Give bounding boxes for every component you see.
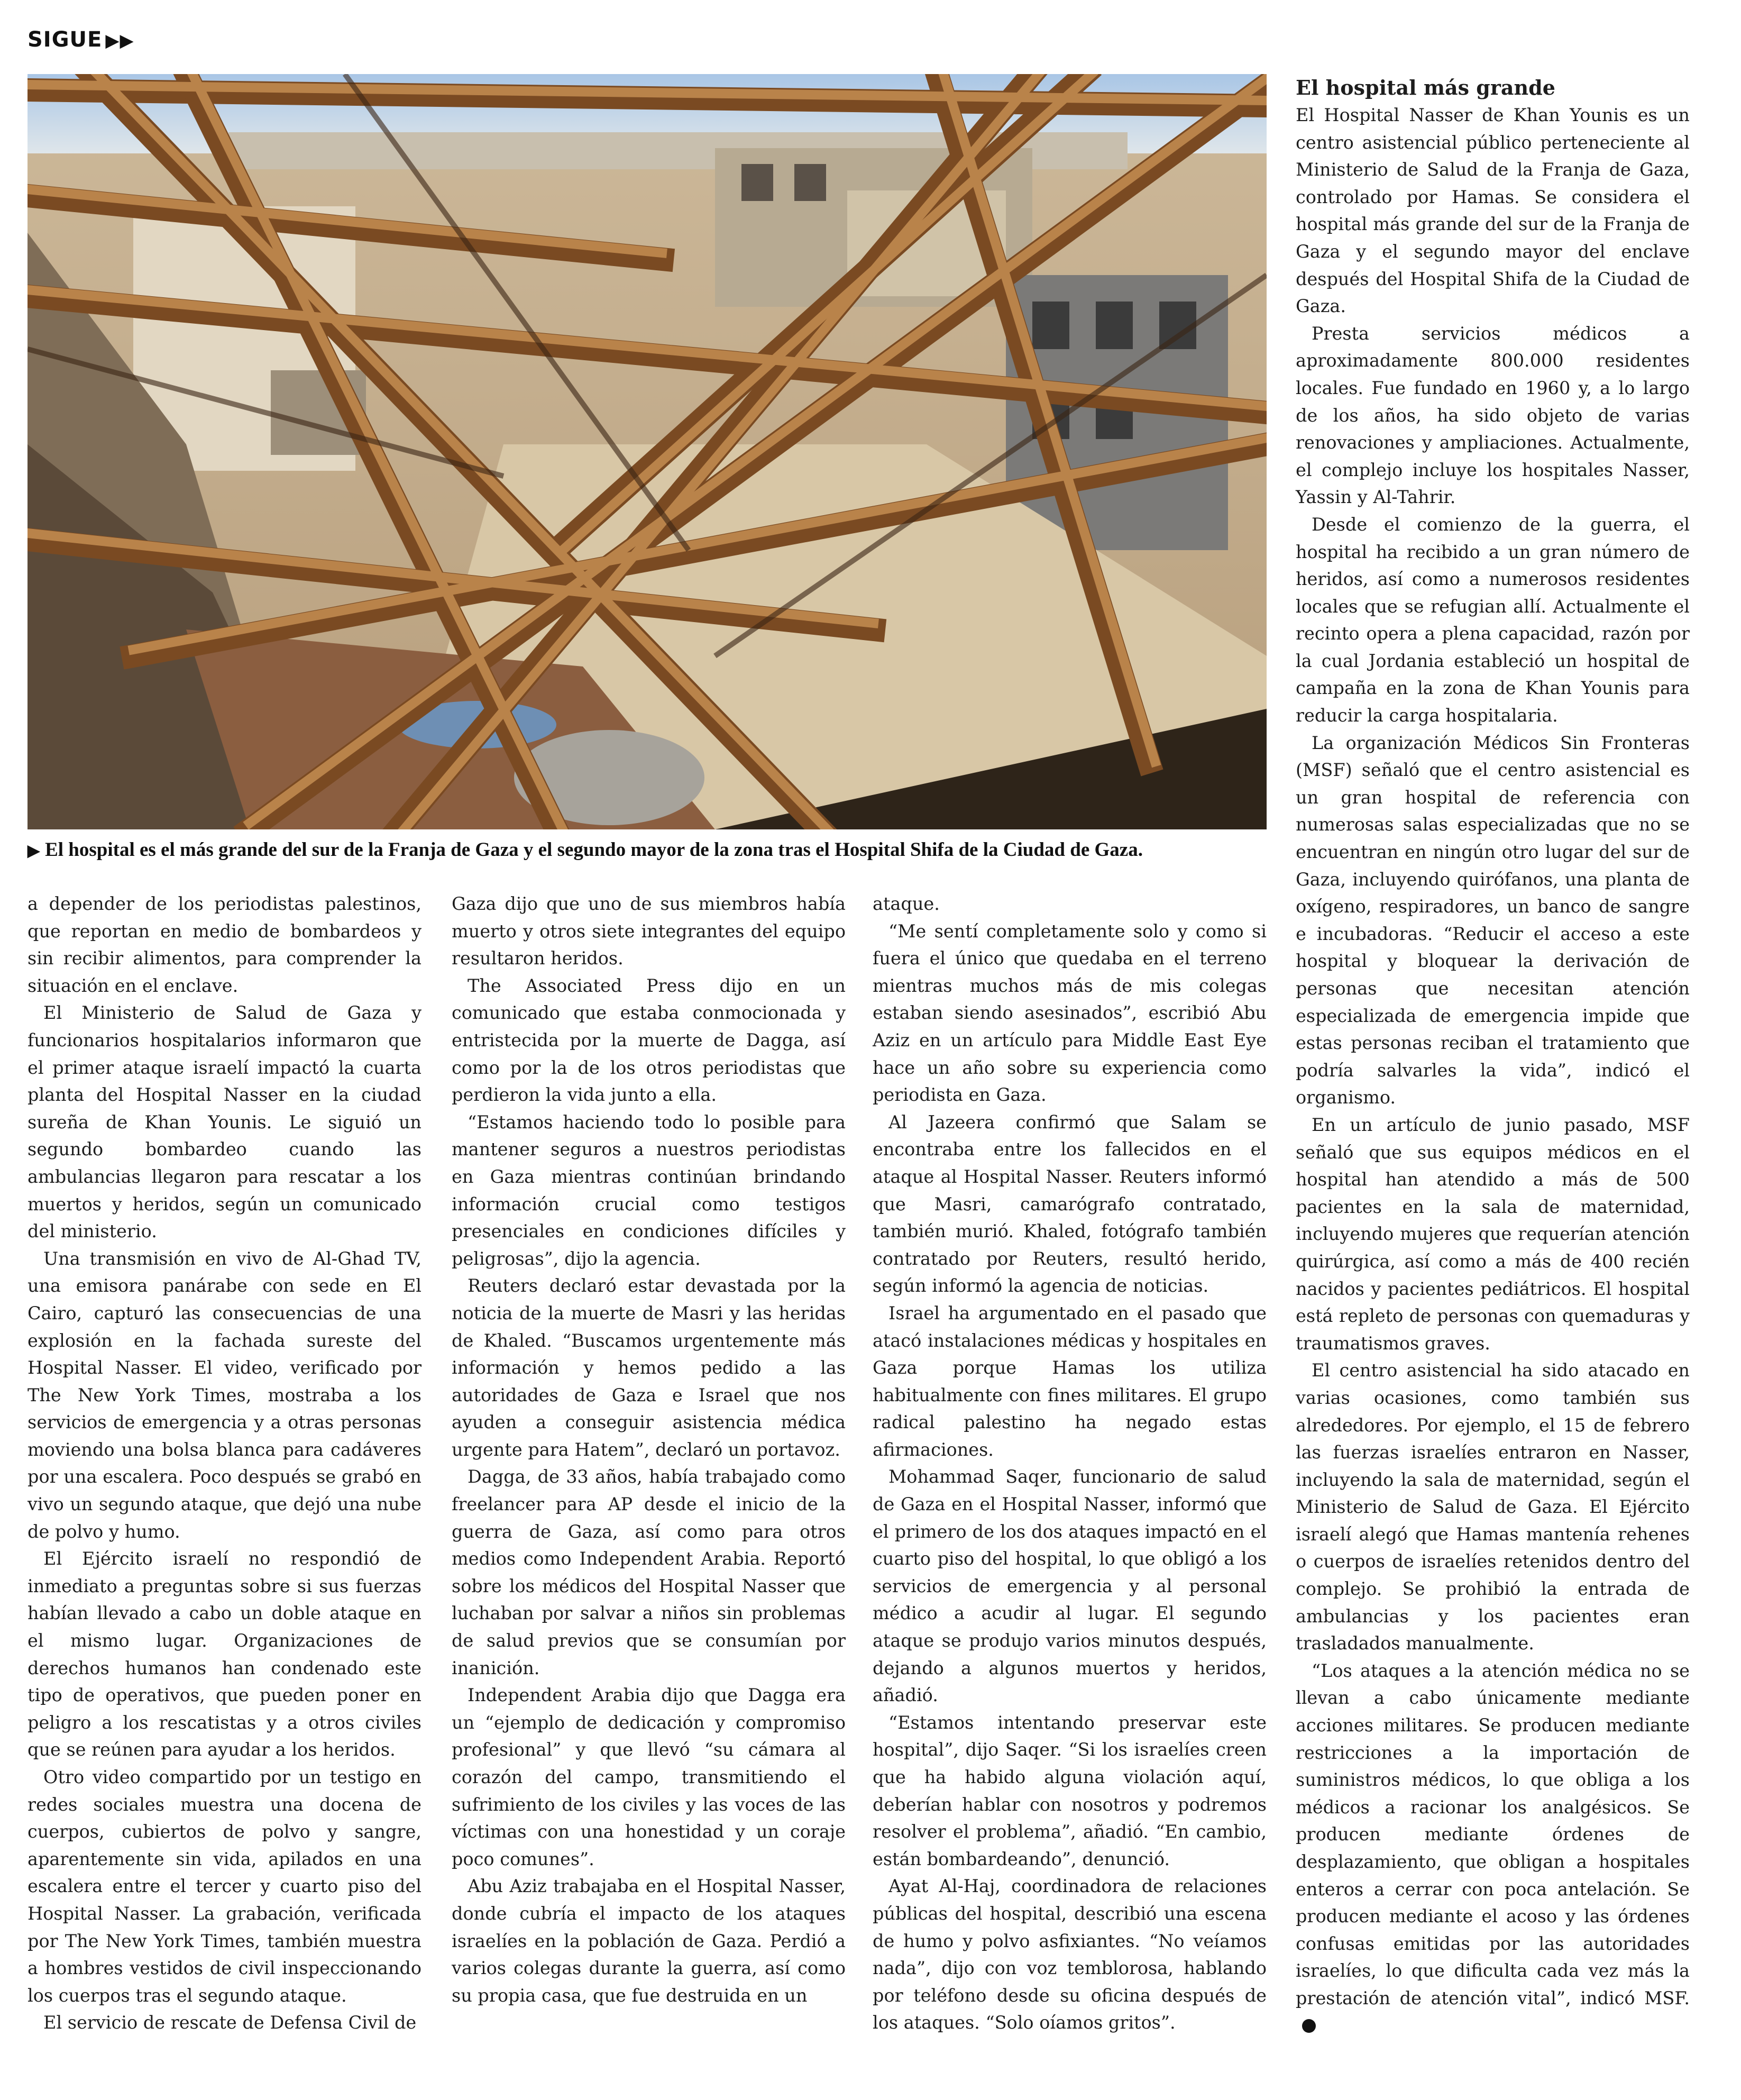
paragraph: Independent Arabia dijo que Dagga era un “ejemplo de dedicación y compromiso profesional” y que llevó “su cámara al corazón del campo, transmitiendo el sufrimiento de los civiles y las voces de las víctimas con una honestidad y un coraje poco comunes”. bbox=[452, 1685, 846, 1869]
kicker-label: SIGUE bbox=[28, 28, 103, 52]
section-kicker bbox=[28, 28, 134, 52]
paragraph: Abu Aziz trabajaba en el Hospital Nasser, donde cubría el impacto de los ataques israelíes en la población de Gaza. Perdió a varios colegas durante la guerra, así como su propia casa, que fue destruida en un bbox=[452, 1876, 846, 2006]
paragraph: Dagga, de 33 años, había trabajado como freelancer para AP desde el inicio de la guerra de Gaza, así como para otros medios como Independent Arabia. Reportó sobre los médicos del Hospital Nasser que luchaban por salvar a niños sin problemas de salud previos que se consumían por inanición. bbox=[452, 1466, 846, 1678]
paragraph: a depender de los periodistas palestinos, que reportan en medio de bombardeos y sin recibir alimentos, para comprender la situación en el enclave. bbox=[28, 893, 421, 996]
article-column-1 bbox=[28, 890, 421, 2037]
paragraph: Presta servicios médicos a aproximadamente 800.000 residentes locales. Fue fundado en 1960 y, a lo largo de los años, ha sido objeto de varias renovaciones y ampliaciones. Actualmente, el complejo incluye los hospitales Nasser, Yassin y Al-Tahrir. bbox=[1296, 323, 1690, 508]
caption-text: El hospital es el más grande del sur de la Franja de Gaza y el segundo mayor de la zona tras el Hospital Shifa de la Ciudad de Gaza. bbox=[45, 839, 1143, 861]
paragraph: ataque. bbox=[873, 893, 940, 914]
article-column-2 bbox=[452, 890, 846, 2009]
paragraph-last bbox=[1296, 1657, 1690, 2039]
paragraph: “Estamos intentando preservar este hospital”, dijo Saqer. “Si los israelíes creen que ha habido alguna violación aquí, deberían hablar con nosotros y podremos resolver el problema”, añadió. “En cambio, están bombardeando”, denunció. bbox=[873, 1712, 1267, 1869]
paragraph: Israel ha argumentado en el pasado que atacó instalaciones médicas y hospitales en Gaza porque Hamas los utiliza habitualmente con fines militares. El grupo radical palestino ha negado estas afirmaciones. bbox=[873, 1302, 1267, 1460]
paragraph: Ayat Al-Haj, coordinadora de relaciones públicas del hospital, describió una escena de humo y polvo asfixiantes. “No veíamos nada”, dijo con voz temblorosa, hablando por teléfono desde su oficina después de los ataques. “Solo oíamos gritos”. bbox=[873, 1876, 1267, 2033]
paragraph: El Ministerio de Salud de Gaza y funcionarios hospitalarios informaron que el primer ataque israelí impactó la cuarta planta del Hospital Nasser en la ciudad sureña de Khan Younis. Le siguió un segundo bombardeo cuando las ambulancias llegaron para rescatar a los muertos y heridos, según un comunicado del ministerio. bbox=[28, 1002, 421, 1242]
paragraph: “Estamos haciendo todo lo posible para mantener seguros a nuestros periodistas en Gaza mientras continúan brindando información crucial como testigos presenciales en condiciones difíciles y peligrosas”, dijo la agencia. bbox=[452, 1111, 846, 1269]
paragraph: El centro asistencial ha sido atacado en varias ocasiones, como también sus alrededores. Por ejemplo, el 15 de febrero las fuerzas israelíes entraron en Nasser, incluyendo la sala de maternidad, según el Ministerio de Salud de Gaza. El Ejército israelí alegó que Hamas mantenía rehenes o cuerpos de israelíes retenidos dentro del complejo. Se prohibió la entrada de ambulancias y los pacientes eran trasladados manualmente. bbox=[1296, 1360, 1690, 1654]
paragraph: Desde el comienzo de la guerra, el hospital ha recibido a un gran número de heridos, así como a numerosos residentes locales que se refugian allí. Actualmente el recinto opera a plena capacidad, razón por la cual Jordania estableció un hospital de campaña en la zona de Khan Younis para reducir la carga hospitalaria. bbox=[1296, 514, 1690, 726]
photo-illustration bbox=[28, 74, 1267, 829]
kicker-arrows-icon: ▶▶ bbox=[105, 30, 134, 51]
paragraph: Al Jazeera confirmó que Salam se encontraba entre los fallecidos en el ataque al Hospital Nasser. Reuters informó que Masri, camarógrafo contratado, también murió. Khaled, fotógrafo también contratado por Reuters, resultó herido, según informó la agencia de noticias. bbox=[873, 1111, 1267, 1296]
paragraph: Reuters declaró estar devastada por la noticia de la muerte de Masri y las heridas de Khaled. “Buscamos urgentemente más información y hemos pedido a las autoridades de Gaza e Israel que nos ayuden a conseguir asistencia médica urgente para Hatem”, declaró un portavoz. bbox=[452, 1275, 846, 1460]
photo-caption bbox=[28, 837, 1267, 864]
paragraph: The Associated Press dijo en un comunicado que estaba conmocionada y entristecida por la muerte de Dagga, así como por la de los otros periodistas que perdieron la vida junto a ella. bbox=[452, 975, 846, 1106]
sidebar-title: El hospital más grande bbox=[1296, 76, 1555, 99]
paragraph: El servicio de rescate de Defensa Civil de bbox=[43, 2012, 417, 2033]
sidebar-column bbox=[1296, 74, 1690, 2039]
paragraph: Una transmisión en vivo de Al-Ghad TV, una emisora panárabe con sede en El Cairo, capturó las consecuencias de una explosión en la fachada sureste del Hospital Nasser. El video, verificado por The New York Times, mostraba a los servicios de emergencia y a otras personas moviendo una bolsa blanca para cadáveres por una escalera. Poco después se grabó en vivo un segundo ataque, que dejó una nube de polvo y humo. bbox=[28, 1248, 421, 1542]
paragraph: El Ejército israelí no respondió de inmediato a preguntas sobre si sus fuerzas habían llevado a cabo un doble ataque en el mismo lugar. Organizaciones de derechos humanos han condenado este tipo de operativos, que pueden poner en peligro a los rescatistas y a otros civiles que se reúnen para ayudar a los heridos. bbox=[28, 1548, 421, 1760]
paragraph: El Hospital Nasser de Khan Younis es un centro asistencial público perteneciente al Ministerio de Salud de la Franja de Gaza, controlado por Hamas. Se considera el hospital más grande del sur de la Franja de Gaza y el segundo mayor del enclave después del Hospital Shifa de la Ciudad de Gaza. bbox=[1296, 105, 1690, 317]
paragraph: La organización Médicos Sin Fronteras (MSF) señaló que el centro asistencial es un gran hospital de referencia con numerosas salas especializadas que no se encuentran en ningún otro lugar del sur de Gaza, incluyendo quirófanos, una planta de oxígeno, respiradores, un banco de sangre e incubadoras. “Reducir el acceso a este hospital y bloquear la derivación de personas que necesitan atención especializada de emergencia impide que estas personas reciban el tratamiento que podría salvarles la vida”, indicó el organismo. bbox=[1296, 732, 1690, 1108]
end-mark-icon bbox=[1302, 2019, 1316, 2033]
article-column-3 bbox=[873, 890, 1267, 2037]
paragraph: “Me sentí completamente solo y como si fuera el único que quedaba en el terreno mientras muchos más de mis colegas estaban siendo asesinados”, escribió Abu Aziz en un artículo para Middle East Eye hace un año sobre su experiencia como periodista en Gaza. bbox=[873, 920, 1267, 1106]
caption-triangle-icon: ▶ bbox=[28, 842, 40, 860]
paragraph: Mohammad Saqer, funcionario de salud de Gaza en el Hospital Nasser, informó que el primero de los dos ataques impactó en el cuarto piso del hospital, lo que obligó a los servicios de emergencia y al personal médico a acudir al lugar. El segundo ataque se produjo varios minutos después, dejando a algunos muertos y heridos, añadió. bbox=[873, 1466, 1267, 1706]
paragraph: Gaza dijo que uno de sus miembros había muerto y otros siete integrantes del equipo resultaron heridos. bbox=[452, 893, 846, 969]
paragraph: Otro video compartido por un testigo en redes sociales muestra una docena de cuerpos, cubiertos de polvo y sangre, aparentemente sin vida, apilados en una escalera entre el tercer y cuarto piso del Hospital Nasser. La grabación, verificada por The New York Times, también muestra a hombres vestidos de civil inspeccionando los cuerpos tras el segundo ataque. bbox=[28, 1767, 421, 2006]
news-photo bbox=[28, 74, 1267, 829]
paragraph-last-text: “Los ataques a la atención médica no se llevan a cabo únicamente mediante acciones militares. Se producen mediante restricciones a la importación de suministros médicos, lo que obliga a los médicos a racionar los analgésicos. Se producen mediante órdenes de desplazamiento, que obligan a hospitales enteros a cerrar con poca antelación. Se producen mediante el acoso y las órdenes confusas emitidas por las autoridades israelíes, lo que dificulta cada vez más la prestación de atención vital”, indicó MSF. bbox=[1296, 1660, 1690, 2008]
paragraph: En un artículo de junio pasado, MSF señaló que sus equipos médicos en el hospital han atendido a más de 500 pacientes en la sala de maternidad, incluyendo mujeres que requerían atención quirúrgica, así como a más de 400 recién nacidos y pacientes pediátricos. El hospital está repleto de personas con quemaduras y traumatismos graves. bbox=[1296, 1114, 1690, 1354]
